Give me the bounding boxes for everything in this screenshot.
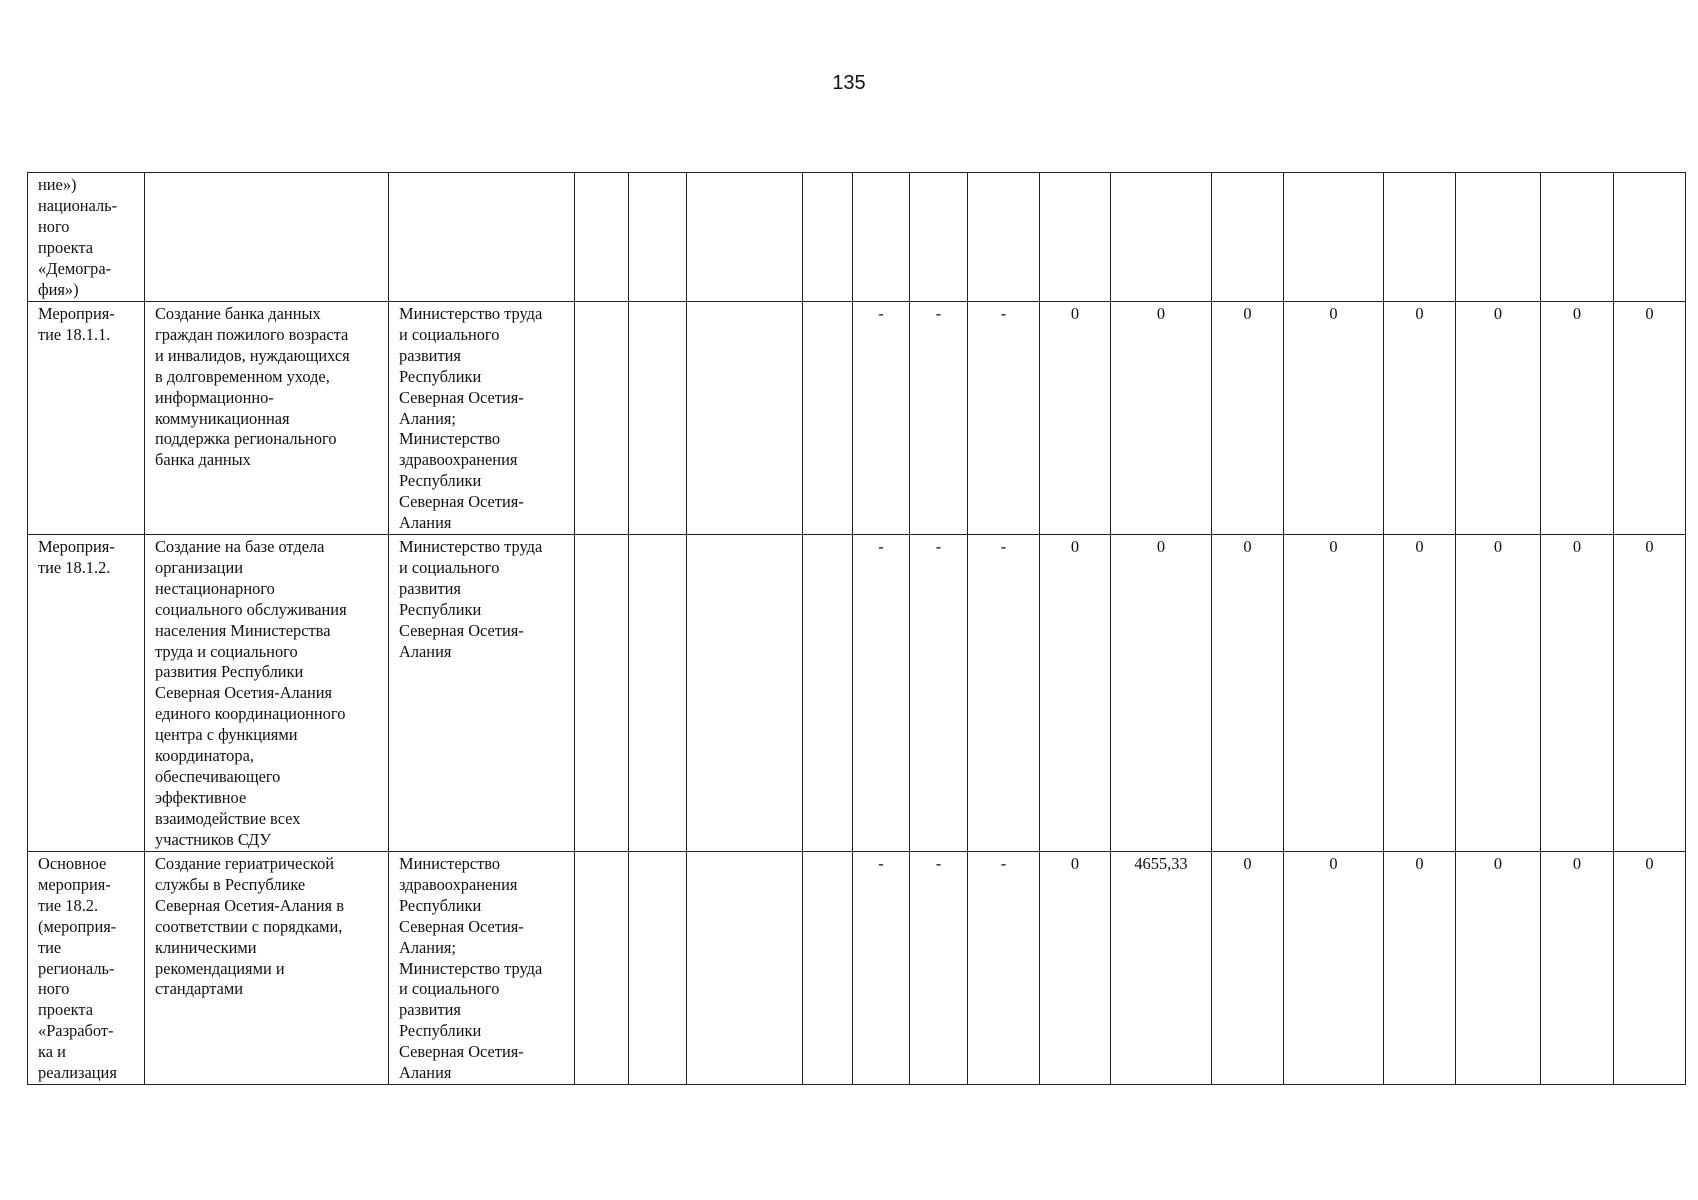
measure-name-text: Мероприя- тие 18.1.2.	[38, 536, 115, 577]
value-cell	[968, 173, 1040, 302]
value-text: -	[935, 536, 942, 556]
value-text: 0	[1645, 536, 1654, 556]
measure-description-cell	[145, 302, 389, 535]
measure-description-text: Создание банка данных граждан пожилого возраста и инвалидов, нуждающихся в долговременном уходе, информационно- коммуникационная поддержка регионального банка данных	[155, 304, 350, 470]
responsible-executor-cell	[389, 534, 575, 851]
measure-name-cell	[28, 534, 145, 851]
value-cell	[968, 851, 1040, 1084]
value-cell	[629, 534, 687, 851]
value-text: 0	[1572, 304, 1582, 323]
value-cell	[1614, 534, 1686, 851]
value-cell	[853, 851, 910, 1084]
value-cell	[1614, 851, 1686, 1084]
measure-description-cell	[145, 851, 389, 1084]
value-text: -	[935, 853, 942, 873]
table-row	[28, 534, 1686, 851]
value-cell	[853, 534, 910, 851]
value-text: -	[1000, 536, 1007, 556]
measure-name-cell	[28, 302, 145, 535]
measure-description-cell	[145, 173, 389, 302]
value-text: 0	[1415, 853, 1424, 873]
value-cell	[1212, 173, 1284, 302]
measure-name-text: ние») националь- ного проекта «Демогра- фия»)	[38, 175, 118, 299]
value-cell	[629, 302, 687, 535]
value-text: 0	[1070, 853, 1080, 873]
value-text: 0	[1329, 536, 1338, 556]
measure-name-cell	[28, 851, 145, 1084]
value-cell	[803, 302, 853, 535]
value-text: 0	[1493, 304, 1503, 323]
measure-name-cell	[28, 173, 145, 302]
value-cell	[968, 534, 1040, 851]
value-cell	[1384, 173, 1456, 302]
value-text: 0	[1493, 536, 1503, 556]
value-text: -	[878, 853, 884, 873]
value-cell	[575, 851, 629, 1084]
value-cell	[1456, 851, 1541, 1084]
value-cell	[803, 173, 853, 302]
value-cell	[687, 302, 803, 535]
table-row	[28, 851, 1686, 1084]
value-cell	[853, 302, 910, 535]
value-cell	[687, 173, 803, 302]
value-cell	[1284, 534, 1384, 851]
table-row	[28, 302, 1686, 535]
measure-name-text: Основное мероприя- тие 18.2. (мероприя- тие региональ- ного проекта «Разработ- ка и реализация	[38, 853, 117, 1083]
value-text: 0	[1493, 853, 1503, 873]
value-cell	[1284, 851, 1384, 1084]
value-text: -	[1000, 304, 1007, 323]
table-row	[28, 173, 1686, 302]
table-body	[28, 173, 1686, 1085]
value-cell	[910, 851, 968, 1084]
responsible-executor-text: Министерство труда и социального развития Республики Северная Осетия- Алания	[399, 536, 543, 661]
value-text: -	[935, 304, 942, 323]
value-text: 0	[1645, 304, 1654, 323]
value-cell	[1111, 302, 1212, 535]
value-cell	[1384, 851, 1456, 1084]
value-cell	[1111, 534, 1212, 851]
value-cell	[1111, 851, 1212, 1084]
value-cell	[853, 173, 910, 302]
value-cell	[1212, 851, 1284, 1084]
value-cell	[1212, 534, 1284, 851]
value-text: 0	[1243, 536, 1252, 556]
program-table	[27, 172, 1686, 1085]
value-text: -	[878, 536, 884, 556]
value-cell	[1541, 534, 1614, 851]
value-text: 0	[1415, 304, 1424, 323]
value-text: 0	[1572, 853, 1582, 873]
value-text: 0	[1070, 536, 1080, 556]
value-cell	[910, 302, 968, 535]
value-cell	[803, 534, 853, 851]
value-cell	[1384, 302, 1456, 535]
responsible-executor-text: Министерство здравоохранения Республики Северная Осетия- Алания; Министерство труда и социального развития Республики Северная Осетия- Алания	[399, 853, 543, 1083]
value-cell	[910, 534, 968, 851]
value-cell	[687, 534, 803, 851]
value-text: 0	[1415, 536, 1424, 556]
value-text: -	[1000, 853, 1007, 873]
value-text: 0	[1243, 304, 1252, 323]
responsible-executor-cell	[389, 173, 575, 302]
value-text: 0	[1645, 853, 1654, 873]
value-text: 4655,33	[1134, 853, 1188, 873]
value-cell	[575, 534, 629, 851]
value-cell	[1456, 173, 1541, 302]
value-cell	[1040, 173, 1111, 302]
value-cell	[1284, 173, 1384, 302]
responsible-executor-text: Министерство труда и социального развития Республики Северная Осетия- Алания; Министерство здравоохранения Республики Северная Осетия- Алания	[399, 304, 543, 533]
measure-description-text: Создание на базе отдела организации нестационарного социального обслуживания населения Министерства труда и социального развития Республики Северная Осетия-Алания единого координационного центра с функциями координатора, обеспечивающего эффективное взаимодействие всех участников СДУ	[155, 536, 347, 849]
page-number: 135	[832, 72, 866, 94]
value-cell	[629, 173, 687, 302]
value-cell	[1111, 173, 1212, 302]
value-cell	[1212, 302, 1284, 535]
value-text: 0	[1572, 536, 1582, 556]
value-text: -	[878, 304, 884, 323]
value-text: 0	[1070, 304, 1080, 323]
value-text: 0	[1329, 304, 1338, 323]
responsible-executor-cell	[389, 851, 575, 1084]
value-cell	[1456, 302, 1541, 535]
value-cell	[1040, 302, 1111, 535]
value-cell	[1614, 302, 1686, 535]
value-text: 0	[1329, 853, 1338, 873]
value-cell	[1384, 534, 1456, 851]
value-cell	[629, 851, 687, 1084]
value-cell	[1541, 173, 1614, 302]
value-cell	[1284, 302, 1384, 535]
value-cell	[1541, 302, 1614, 535]
value-cell	[1456, 534, 1541, 851]
value-cell	[687, 851, 803, 1084]
value-text: 0	[1156, 304, 1166, 323]
value-cell	[803, 851, 853, 1084]
value-text: 0	[1156, 536, 1166, 556]
value-cell	[1614, 173, 1686, 302]
value-text: 0	[1243, 853, 1252, 873]
value-cell	[575, 173, 629, 302]
measure-description-cell	[145, 534, 389, 851]
measure-description-text: Создание гериатрической службы в Республике Северная Осетия-Алания в соответствии с порядками, клиническими рекомендациями и стандартами	[155, 853, 344, 999]
value-cell	[1040, 851, 1111, 1084]
measure-name-text: Мероприя- тие 18.1.1.	[38, 304, 115, 344]
value-cell	[1040, 534, 1111, 851]
value-cell	[575, 302, 629, 535]
value-cell	[968, 302, 1040, 535]
value-cell	[910, 173, 968, 302]
responsible-executor-cell	[389, 302, 575, 535]
value-cell	[1541, 851, 1614, 1084]
